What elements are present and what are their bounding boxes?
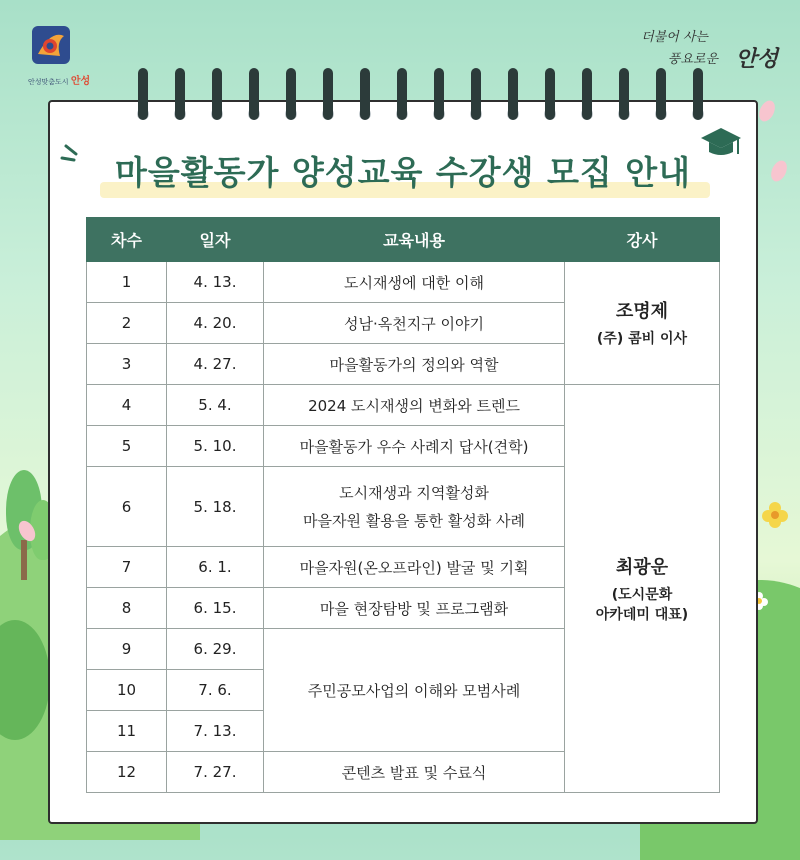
binder-ring [619,68,629,120]
session-date: 5. 10. [167,426,264,467]
binder-ring [508,68,518,120]
notice-paper [48,100,758,824]
session-content: 도시재생에 대한 이해 [264,262,565,303]
instructor-cell [565,262,720,385]
instructor-title-line1: (도시문화 [611,586,673,603]
session-content-line1: 도시재생과 지역활성화 [339,483,489,502]
instructor-cell [565,385,720,793]
curriculum-table [86,217,720,793]
session-number: 10 [87,670,167,711]
session-date: 6. 1. [167,547,264,588]
session-date: 6. 15. [167,588,264,629]
session-content: 성남·옥천지구 이야기 [264,303,565,344]
binder-ring [434,68,444,120]
slogan-brand: 안성 [735,46,778,72]
session-number: 8 [87,588,167,629]
binder-ring [249,68,259,120]
binder-ring [212,68,222,120]
session-content-merged: 주민공모사업의 이해와 모범사례 [264,629,565,752]
session-number: 9 [87,629,167,670]
instructor-title [565,585,719,625]
session-date: 4. 20. [167,303,264,344]
binder-ring [545,68,555,120]
instructor-title: (주) 콤비 이사 [596,331,688,347]
binder-ring [286,68,296,120]
session-number: 3 [87,344,167,385]
binder-ring [360,68,370,120]
session-number: 11 [87,711,167,752]
binder-ring [656,68,666,120]
header-date: 일자 [167,218,264,262]
binder-ring [175,68,185,120]
petal-icon [756,98,778,124]
session-number: 12 [87,752,167,793]
petal-icon [768,158,790,184]
session-content [264,467,565,547]
instructor-title-line2: 아카데미 대표) [595,606,689,623]
flower-icon [760,500,790,530]
session-content: 콘텐츠 발표 및 수료식 [264,752,565,793]
page-title: 마을활동가 양성교육 수강생 모집 안내 [114,153,691,192]
session-date: 4. 27. [167,344,264,385]
session-number: 4 [87,385,167,426]
session-content: 2024 도시재생의 변화와 트렌드 [264,385,565,426]
slogan-line2: 풍요로운 [667,52,718,67]
table-header-row [87,218,720,262]
session-content: 마을활동가의 정의와 역할 [264,344,565,385]
binder-ring [397,68,407,120]
binder-ring [471,68,481,120]
session-content: 마을활동가 우수 사례지 답사(견학) [264,426,565,467]
instructor-name: 최광운 [615,556,669,578]
header-instructor: 강사 [565,218,720,262]
session-number: 5 [87,426,167,467]
session-number: 2 [87,303,167,344]
session-date: 7. 6. [167,670,264,711]
table-row [87,262,720,303]
session-date: 7. 27. [167,752,264,793]
header-content: 교육내용 [264,218,565,262]
tree-trunk [21,540,27,580]
session-date: 6. 29. [167,629,264,670]
binder-ring [323,68,333,120]
binder-ring [138,68,148,120]
session-date: 5. 18. [167,467,264,547]
logo-small-text: 안성맞춤도시 [28,78,69,86]
binder-rings [50,68,756,128]
session-content: 마을자원(온오프라인) 발굴 및 기획 [264,547,565,588]
session-date: 5. 4. [167,385,264,426]
session-number: 7 [87,547,167,588]
instructor-name: 조명제 [615,301,669,322]
session-number: 1 [87,262,167,303]
logo-city-name: 안성 [70,76,91,87]
session-date: 7. 13. [167,711,264,752]
session-content-line2: 마을자원 활용을 통한 활성화 사례 [303,511,525,530]
binder-ring [582,68,592,120]
header-session: 차수 [87,218,167,262]
session-date: 4. 13. [167,262,264,303]
city-logo-icon [30,24,72,66]
session-content: 마을 현장탐방 및 프로그램화 [264,588,565,629]
session-number: 6 [87,467,167,547]
binder-ring [693,68,703,120]
graduation-cap-icon [698,120,744,166]
slogan-line1: 더불어 사는 [641,30,708,45]
table-row [87,385,720,426]
